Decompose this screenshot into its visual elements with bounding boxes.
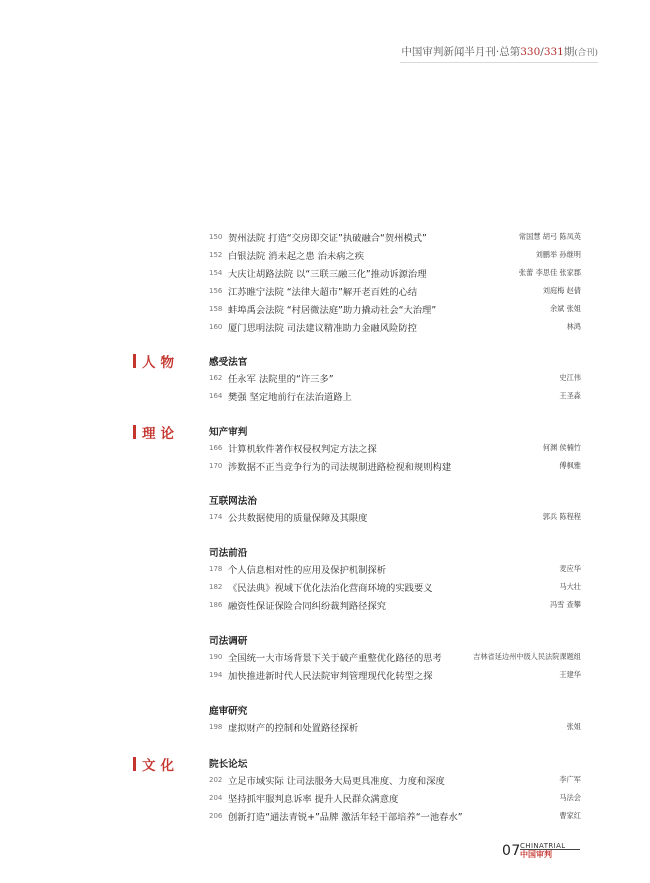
entry-author: 李广军 <box>559 775 581 784</box>
entry-title: 厦门思明法院 司法建议精准助力金融风险防控 <box>228 323 417 334</box>
entry-page: 160 <box>209 323 223 331</box>
subsection-title: 庭审研究 <box>209 706 248 717</box>
toc-entry[interactable] <box>209 790 581 806</box>
section-heading-people <box>133 353 179 369</box>
toc-entry[interactable] <box>209 667 581 683</box>
entry-title: 计算机软件著作权侵权判定方法之探 <box>228 444 377 455</box>
subsection-title: 司法调研 <box>209 636 248 647</box>
subsection-title: 知产审判 <box>209 427 248 438</box>
toc-entry[interactable] <box>209 370 581 386</box>
toc-entry[interactable] <box>209 388 581 404</box>
entry-page: 170 <box>209 462 223 470</box>
entry-page: 158 <box>209 305 223 313</box>
section-marker <box>133 757 136 771</box>
entry-page: 150 <box>209 233 223 241</box>
entry-author: 郭兵 陈程程 <box>542 512 581 521</box>
footer-divider <box>520 849 580 850</box>
toc-entry[interactable] <box>209 509 581 525</box>
header-combined: (合刊) <box>574 48 598 58</box>
section-label: 理论 <box>142 426 179 442</box>
toc-entry[interactable] <box>209 561 581 577</box>
entry-page: 198 <box>209 723 223 731</box>
entry-author: 张蕾 李思佳 张家郡 <box>518 268 581 277</box>
entry-page: 152 <box>209 251 223 259</box>
entry-page: 156 <box>209 287 223 295</box>
entry-page: 190 <box>209 653 223 661</box>
toc-entry[interactable] <box>209 283 581 299</box>
entry-title: 融资性保证保险合同纠纷裁判路径探究 <box>228 601 387 612</box>
running-header <box>401 44 598 59</box>
section-heading-culture <box>133 756 179 772</box>
entry-title: 白银法院 消未起之患 治未病之疾 <box>228 251 365 262</box>
section-marker <box>133 425 136 439</box>
entry-page: 164 <box>209 392 223 400</box>
header-issue-b: 331 <box>543 46 564 58</box>
entry-title: 立足市域实际 让司法服务大局更具准度、力度和深度 <box>228 776 445 787</box>
toc-entry[interactable] <box>209 649 581 665</box>
section-label: 文化 <box>142 758 179 774</box>
entry-page: 174 <box>209 513 223 521</box>
toc-entry[interactable] <box>209 229 581 245</box>
entry-title: 创新打造“通法青锐+”品牌 激活年轻干部培养“一池春水” <box>228 812 463 823</box>
toc-entry[interactable] <box>209 247 581 263</box>
entry-page: 178 <box>209 565 223 573</box>
entry-title: 虚拟财产的控制和处置路径探析 <box>228 723 359 734</box>
entry-title: 全国统一大市场背景下关于破产重整优化路径的思考 <box>228 653 442 664</box>
entry-title: 江苏睢宁法院 “法律大超市”解开老百姓的心结 <box>228 287 418 298</box>
magazine-logo <box>520 842 566 860</box>
entry-page: 154 <box>209 269 223 277</box>
entry-page: 162 <box>209 374 223 382</box>
entry-title: 樊强 坚定地前行在法治道路上 <box>228 392 352 403</box>
subsection-title: 互联网法治 <box>209 496 257 507</box>
toc-entry[interactable] <box>209 301 581 317</box>
entry-author: 何渊 侯楠竹 <box>542 443 581 452</box>
toc-entry[interactable] <box>209 597 581 613</box>
entry-author: 刘庭梅 赵倩 <box>542 286 581 295</box>
entry-page: 186 <box>209 601 223 609</box>
entry-author: 余斌 张姐 <box>549 304 581 313</box>
entry-author: 马大壮 <box>559 582 581 591</box>
section-marker <box>133 354 136 368</box>
entry-page: 182 <box>209 583 223 591</box>
entry-author: 史江伟 <box>559 373 581 382</box>
entry-title: 坚持抓牢服判息诉率 提升人民群众满意度 <box>228 794 399 805</box>
entry-title: 个人信息相对性的应用及保护机制探析 <box>228 565 387 576</box>
entry-author: 冯雪 查攀 <box>549 600 581 609</box>
entry-author: 张姐 <box>566 722 581 731</box>
entry-title: 涉数据不正当竞争行为的司法规制进路检视和规则构建 <box>228 462 452 473</box>
entry-page: 204 <box>209 794 223 802</box>
toc-entry[interactable] <box>209 579 581 595</box>
subsection-title: 司法前沿 <box>209 548 248 559</box>
entry-title: 任永军 法院里的“许三多” <box>228 374 334 385</box>
logo-chinese: 中国审判 <box>520 850 552 859</box>
entry-page: 202 <box>209 776 223 784</box>
entry-author: 王建华 <box>559 670 581 679</box>
header-issue-a: 330 <box>520 46 541 58</box>
logo-english: CHINATRIAL <box>520 842 566 850</box>
toc-entry[interactable] <box>209 772 581 788</box>
toc-entry[interactable] <box>209 719 581 735</box>
entry-author: 常国慧 胡弓 陈凤英 <box>518 232 581 241</box>
entry-title: 公共数据使用的质量保障及其限度 <box>228 513 368 524</box>
entry-author: 马法会 <box>559 793 581 802</box>
entry-page: 206 <box>209 812 223 820</box>
entry-author: 麦应华 <box>559 564 581 573</box>
entry-title: 加快推进新时代人民法院审判管理现代化转型之探 <box>228 671 433 682</box>
section-heading-theory <box>133 424 179 440</box>
entry-author: 林鸿 <box>566 322 581 331</box>
toc-entry[interactable] <box>209 319 581 335</box>
entry-author: 曹家红 <box>559 811 581 820</box>
header-slash: / <box>540 46 544 58</box>
header-prefix: 中国审判新闻半月刊·总第 <box>401 46 521 58</box>
entry-author: 王圣淼 <box>559 391 581 400</box>
section-label: 人物 <box>142 355 179 371</box>
entry-title: 大庆让胡路法院 以“三联三融三化”推动诉源治理 <box>228 269 427 280</box>
entry-title: 贺州法院 打造“交房即交证”执破融合“贺州模式” <box>228 233 427 244</box>
header-issue-suffix: 期 <box>563 46 575 58</box>
entry-author: 刘鹏举 孙继明 <box>535 250 581 259</box>
entry-page: 166 <box>209 444 223 452</box>
entry-author: 吉林省延边州中级人民法院课题组 <box>473 652 581 661</box>
subsection-title: 感受法官 <box>209 357 248 368</box>
subsection-title: 院长论坛 <box>209 759 248 770</box>
toc-entry[interactable] <box>209 265 581 281</box>
page-number: 07 <box>502 843 521 859</box>
toc-entry[interactable] <box>209 458 581 474</box>
entry-page: 194 <box>209 671 223 679</box>
entry-title: 蚌埠禹会法院 “村居微法庭”助力撬动社会“大治理” <box>228 305 437 316</box>
entry-author: 傅枫雅 <box>559 461 581 470</box>
entry-title: 《民法典》视域下优化法治化营商环境的实践要义 <box>228 583 433 594</box>
toc-entry[interactable] <box>209 440 581 456</box>
header-divider <box>400 62 598 63</box>
toc-entry[interactable] <box>209 808 581 824</box>
